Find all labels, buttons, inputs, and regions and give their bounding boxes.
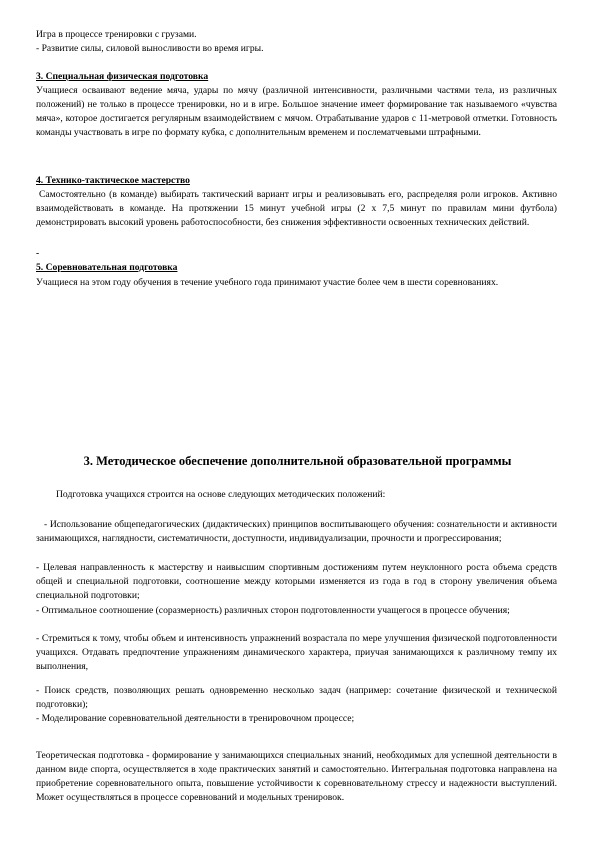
- methods-item-4: - Стремиться к тому, чтобы объем и интенсивность упражнений возрастала по мере улучшения физической подготовленности учащихся. Отдавать предпочтение упражнениям динамического характера, приучая занимающихся к различному темпу их выполнения,: [36, 633, 557, 672]
- methods-item-3: - Оптимальное соотношение (соразмерность) различных сторон подготовленности учащегося в процессе обучения;: [36, 605, 510, 616]
- methods-item-2: - Целевая направленность к мастерству и наивысшим спортивным достижениям путем неуклонного роста объема средств общей и специальной подготовки, соотношение между которыми изменяется из года в год в сторону увеличения объема специальной подготовки;: [36, 562, 557, 601]
- methods-item-5: - Поиск средств, позволяющих решать одновременно несколько задач (например: сочетание физической и технической подготовки);: [36, 685, 557, 710]
- section-4-heading: 4. Технико-тактическое мастерство: [36, 175, 190, 186]
- methods-lead: Подготовка учащихся строится на основе следующих методических положений:: [56, 489, 386, 500]
- section-3-heading: 3. Специальная физическая подготовка: [36, 71, 209, 82]
- methods-theory: Теоретическая подготовка - формирование у занимающихся специальных знаний, необходимых для успешной деятельности в данном виде спорта, осуществляется в ходе практических занятий и самостоятельно. Интегральная подготовка направлена на приобретение соревновательного опыта, повышение устойчивости к соревновательному стрессу и надежности выступлений. Может осуществляться в процессе соревнований и модельных тренировок.: [36, 750, 557, 803]
- section-4-body: Самостоятельно (в команде) выбирать тактический вариант игры и реализовывать его, распределяя роли игроков. Активно взаимодействовать в команде. На протяжении 15 минут учебной игры (2 х 7,5 минут по правилам мини футбола) демонстрировать высокий уровень работоспособности, без снижения эффективности освоенных технических действий.: [36, 189, 557, 228]
- section-3-body: Учащиеся осваивают ведение мяча, удары по мячу (различной интенсивности, различными частями тела, из различных положений) не только в процессе тренировки, но и в игре. Большое значение имеет формирование так называемого «чувства мяча», которое достигается регулярным взаимодействием с мячом. Отрабатывание ударов с 11-метровой отметки. Готовность команды участвовать в игре по формату кубка, с дополнительным временем и послематчевыми штрафными.: [36, 85, 557, 138]
- methods-item-1: - Использование общепедагогических (дидактических) принципов воспитывающего обучения: сознательности и активности занимающихся, наглядности, систематичности, доступности, индивидуализации, прочности и прогрессирования;: [36, 519, 557, 544]
- intro-line-1: Игра в процессе тренировки с грузами.: [36, 29, 197, 40]
- intro-line-2: - Развитие силы, силовой выносливости во время игры.: [36, 43, 264, 54]
- methods-title: 3. Методическое обеспечение дополнительной образовательной программы: [83, 454, 512, 468]
- section-5-dash: -: [36, 248, 40, 259]
- methods-item-6: - Моделирование соревновательной деятельности в тренировочном процессе;: [36, 713, 355, 724]
- section-5-heading: 5. Соревновательная подготовка: [36, 262, 178, 273]
- section-5-body: Учащиеся на этом году обучения в течение учебного года принимают участие более чем в шести соревнованиях.: [36, 277, 499, 288]
